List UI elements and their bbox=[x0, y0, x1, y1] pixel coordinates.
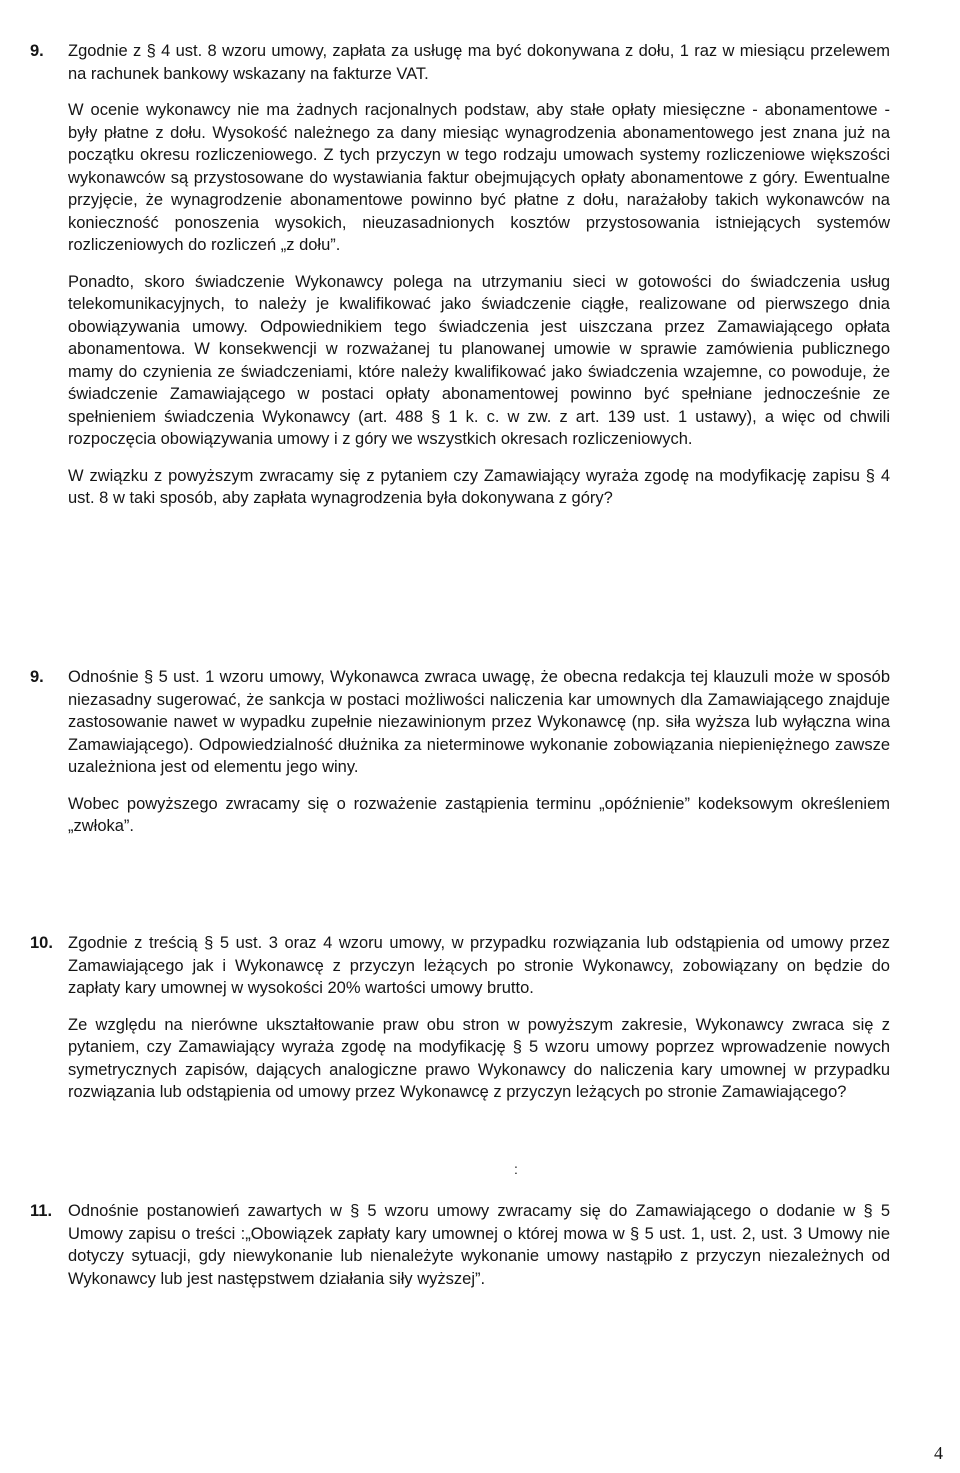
section-body bbox=[68, 40, 890, 524]
section-number: 9. bbox=[30, 668, 44, 686]
paragraph: Wobec powyższego zwracamy się o rozważenie zastąpienia terminu „opóźnienie” kodeksowym określeniem „zwłoka”. bbox=[68, 794, 890, 835]
paragraph: W związku z powyższym zwracamy się z pytaniem czy Zamawiający wyraża zgodę na modyfikację zapisu § 4 ust. 8 w taki sposób, aby zapłata wynagrodzenia była dokonywana z góry? bbox=[68, 466, 890, 507]
paragraph: Ze względu na nierówne ukształtowanie praw obu stron w powyższym zakresie, Wykonawcy zwraca się z pytaniem, czy Zamawiający wyraża zgodę na modyfikację § 5 wzoru umowy poprzez wprowadzenie nowych symetrycznych zapisów, dających analogiczne prawo Wykonawcy do naliczenia kary umownej w przypadku rozwiązania lub odstąpienia od umowy przez Wykonawcę z przyczyn leżących po stronie Zamawiającego? bbox=[68, 1015, 890, 1101]
section-body bbox=[68, 666, 890, 852]
section-body bbox=[68, 932, 890, 1118]
paragraph: Ponadto, skoro świadczenie Wykonawcy polega na utrzymaniu sieci w gotowości do świadczenia usług telekomunikacyjnych, to należy je kwalifikować jako świadczenie ciągłe, realizowane od pierwszego dnia obowiązywania umowy. Odpowiednikiem tego świadczenia jest uiszczana przez Zamawiającego opłata abonamentowa. W konsekwencji w rozważanej tu planowanej umowie w sprawie zamówienia publicznego mamy do czynienia ze świadczeniami, które należy kwalifikować jako świadczenia wzajemne, co powoduje, że świadczenie Zamawiającego w postaci opłaty abonamentowej powinno być spełniane jednocześnie ze spełnieniem świadczenia Wykonawcy (art. 488 § 1 k. c. w zw. z art. 139 ust. 1 ustawy), a więc od chwili rozpoczęcia obowiązywania umowy i z góry we wszystkich okresach rozliczeniowych. bbox=[68, 272, 890, 448]
section-body bbox=[68, 1200, 890, 1304]
section-number: 10. bbox=[30, 934, 53, 952]
paragraph: Zgodnie z treścią § 5 ust. 3 oraz 4 wzoru umowy, w przypadku rozwiązania lub odstąpienia od umowy przez Zamawiającego jak i Wykonawcę z przyczyn leżących po stronie Wykonawcy, zobowiązany on będzie do zapłaty kary umownej w wysokości 20% wartości umowy brutto. bbox=[68, 934, 890, 997]
stray-mark: : bbox=[514, 1161, 518, 1177]
page-number: 4 bbox=[934, 1443, 943, 1463]
paragraph: Zgodnie z § 4 ust. 8 wzoru umowy, zapłata za usługę ma być dokonywana z dołu, 1 raz w miesiącu przelewem na rachunek bankowy wskazany na fakturze VAT. bbox=[68, 42, 890, 83]
paragraph: Odnośnie postanowień zawartych w § 5 wzoru umowy zwracamy się do Zamawiającego o dodanie w § 5 Umowy zapisu o treści :„Obowiązek zapłaty kary umownej o której mowa w § 5 ust. 1, ust. 2, ust. 3 Umowy nie dotyczy sytuacji, gdy niewykonanie lub nienależyte wykonanie umowy nastąpiło z przyczyn niezależnych od Wykonawcy lub jest następstwem działania siły wyższej”. bbox=[68, 1202, 890, 1288]
section-number: 11. bbox=[30, 1202, 53, 1220]
section-number: 9. bbox=[30, 42, 44, 60]
paragraph: W ocenie wykonawcy nie ma żadnych racjonalnych podstaw, aby stałe opłaty miesięczne - abonamentowe - były płatne z dołu. Wysokość należnego za dany miesiąc wynagrodzenia abonamentowego jest znana już na początku okresu rozliczeniowego. Z tych przyczyn w tego rodzaju umowach systemy rozliczeniowe większości wykonawców są przystosowane do wystawiania faktur obejmujących opłaty abonamentowe z góry. Ewentualne przyjęcie, że wynagrodzenie abonamentowe powinno być płatne z dołu, narażałoby takich wykonawców na konieczność ponoszenia wysokich, nieuzasadnionych kosztów przystosowania istniejących systemów rozliczeniowych do rozliczeń „z dołu”. bbox=[68, 101, 890, 254]
paragraph: Odnośnie § 5 ust. 1 wzoru umowy, Wykonawca zwraca uwagę, że obecna redakcja tej klauzuli może w sposób niezasadny sugerować, że sankcja w postaci możliwości naliczenia kar umownych dla Zamawiającego znajduje zastosowanie nawet w wypadku zupełnie niezawinionym przez Wykonawcę (np. siła wyższa lub wyłączna wina Zamawiającego). Odpowiedzialność dłużnika za nieterminowe wykonanie zobowiązania niepieniężnego zawsze uzależniona jest od elementu jego winy. bbox=[68, 668, 890, 776]
